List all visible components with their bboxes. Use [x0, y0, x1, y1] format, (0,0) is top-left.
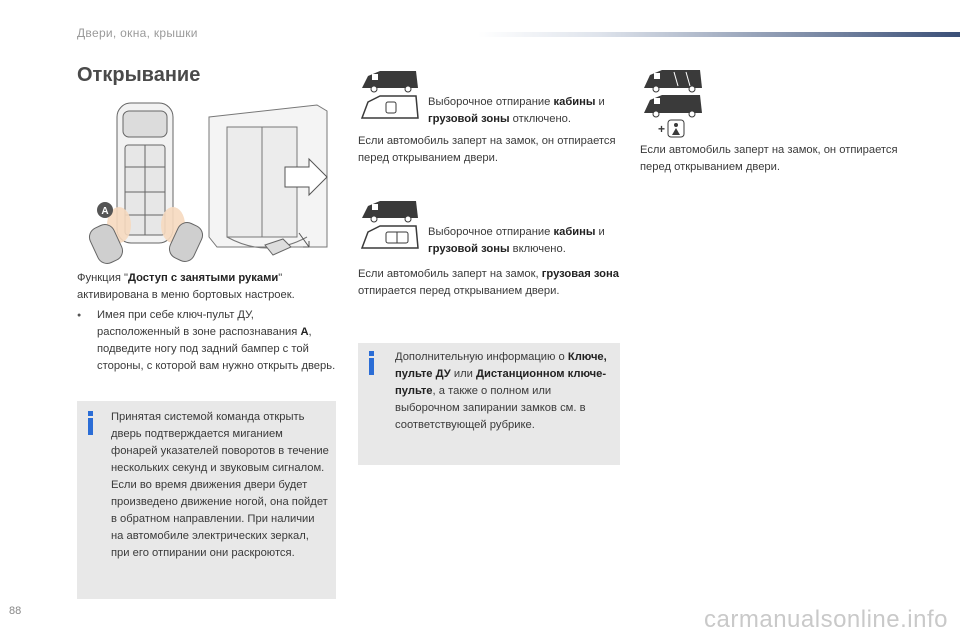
info-box-2 [358, 343, 620, 465]
svg-text:+: + [658, 122, 666, 136]
mode-2-label: Выборочное отпирание кабины и грузовой зоны включено. [428, 226, 605, 255]
van-unlock-cabin-icon [358, 198, 422, 252]
mode-3-text: Если автомобиль заперт на замок, он отпирается перед открыванием двери. [640, 144, 898, 173]
watermark: carmanualsonline.info [704, 606, 948, 633]
van-unlock-foot-icon [640, 66, 710, 138]
intro-bullet: ● Имея при себе ключ-пульт ДУ, расположенный в зоне распознавания А, подведите ногу под задний бампер с той стороны, с которой вам нужно открыть дверь. [77, 309, 336, 372]
van-unlock-all-icon [358, 68, 422, 122]
bullet-icon: ● [77, 312, 82, 319]
page-title: Открывание [77, 64, 201, 86]
van-drawing [77, 97, 337, 267]
section-header: Двери, окна, крышки [77, 26, 198, 40]
mode-1-text: Если автомобиль заперт на замок, он отпирается перед открыванием двери. [358, 135, 616, 164]
header-bar [478, 32, 960, 37]
info-box-1-text: Принятая системой команда открыть дверь подтверждается миганием фонарей указателей поворотов в течение нескольких секунд и звуковым сигналом. Если во время движения двери будет произведено движение ногой, она пойдет в обратном направлении. При наличии на автомобиле электрических зеркал, при его отпирании они раскроются. [111, 411, 329, 559]
mode-1-label: Выборочное отпирание кабины и грузовой зоны отключено. [428, 96, 605, 125]
info-icon [368, 351, 378, 375]
page-number: 88 [9, 605, 22, 617]
zone-label-a: A [101, 206, 109, 217]
info-box-1 [77, 401, 336, 599]
intro-paragraph: Функция "Доступ с занятыми руками" активирована в меню бортовых настроек. [77, 272, 295, 301]
info-box-2-text: Дополнительную информацию о Ключе, пульте ДУ или Дистанционном ключе-пульте, а также о полном или выборочном запирании замков см. в соответствующей рубрике. [395, 351, 607, 431]
mode-2-text: Если автомобиль заперт на замок, грузовая зона отпирается перед открыванием двери. [358, 268, 619, 297]
van-illustration [77, 97, 337, 267]
info-icon [87, 411, 97, 435]
